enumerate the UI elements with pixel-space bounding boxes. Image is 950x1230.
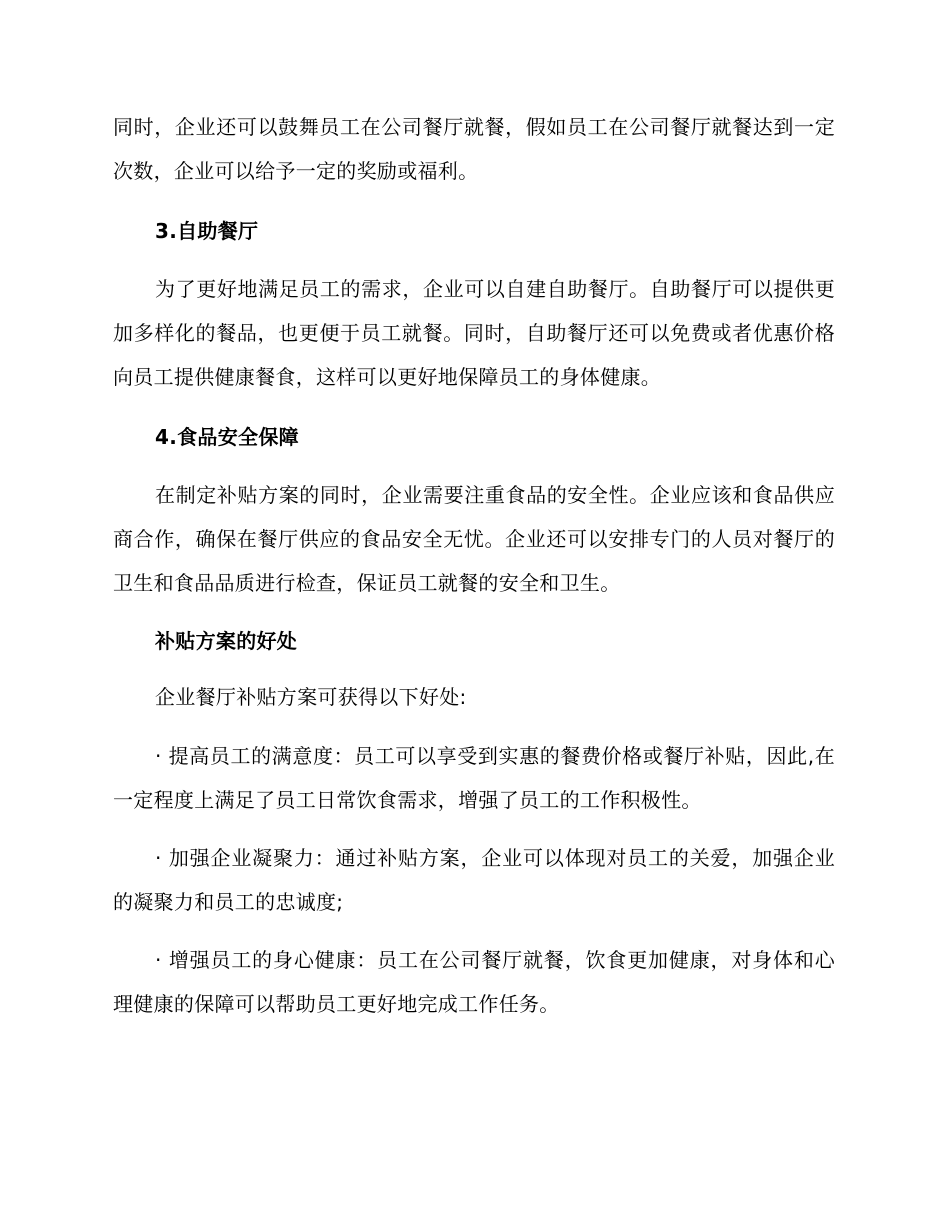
food-safety-paragraph: 在制定补贴方案的同时，企业需要注重食品的安全性。企业应该和食品供应商合作，确保在餐厅供应的食品安全无忧。企业还可以安排专门的人员对餐厅的卫生和食品品质进行检查，保证员工就餐的安全和卫生。 [113, 483, 835, 595]
benefit-item-satisfaction: · 提高员工的满意度：员工可以享受到实惠的餐费价格或餐厅补贴，因此,在一定程度上满足了员工日常饮食需求，增强了员工的工作积极性。 [113, 744, 835, 812]
benefits-intro-paragraph: 企业餐厅补贴方案可获得以下好处: [155, 685, 467, 709]
self-service-paragraph: 为了更好地满足员工的需求，企业可以自建自助餐厅。自助餐厅可以提供更加多样化的餐品，也更便于员工就餐。同时，自助餐厅还可以免费或者优惠价格向员工提供健康餐食，这样可以更好地保障员工的身体健康。 [113, 277, 835, 389]
benefit-item-cohesion: · 加强企业凝聚力：通过补贴方案，企业可以体现对员工的关爱，加强企业的凝聚力和员工的忠诚度; [113, 846, 835, 914]
benefit-item-health: · 增强员工的身心健康：员工在公司餐厅就餐，饮食更加健康，对身体和心理健康的保障可以帮助员工更好地完成工作任务。 [113, 948, 835, 1016]
section-heading-benefits: 补贴方案的好处 [155, 629, 298, 653]
section-heading-self-service: 3.自助餐厅 [155, 219, 259, 243]
section-heading-food-safety: 4.食品安全保障 [155, 425, 299, 449]
intro-paragraph: 同时，企业还可以鼓舞员工在公司餐厅就餐，假如员工在公司餐厅就餐达到一定次数，企业可以给予一定的奖励或福利。 [113, 115, 835, 183]
